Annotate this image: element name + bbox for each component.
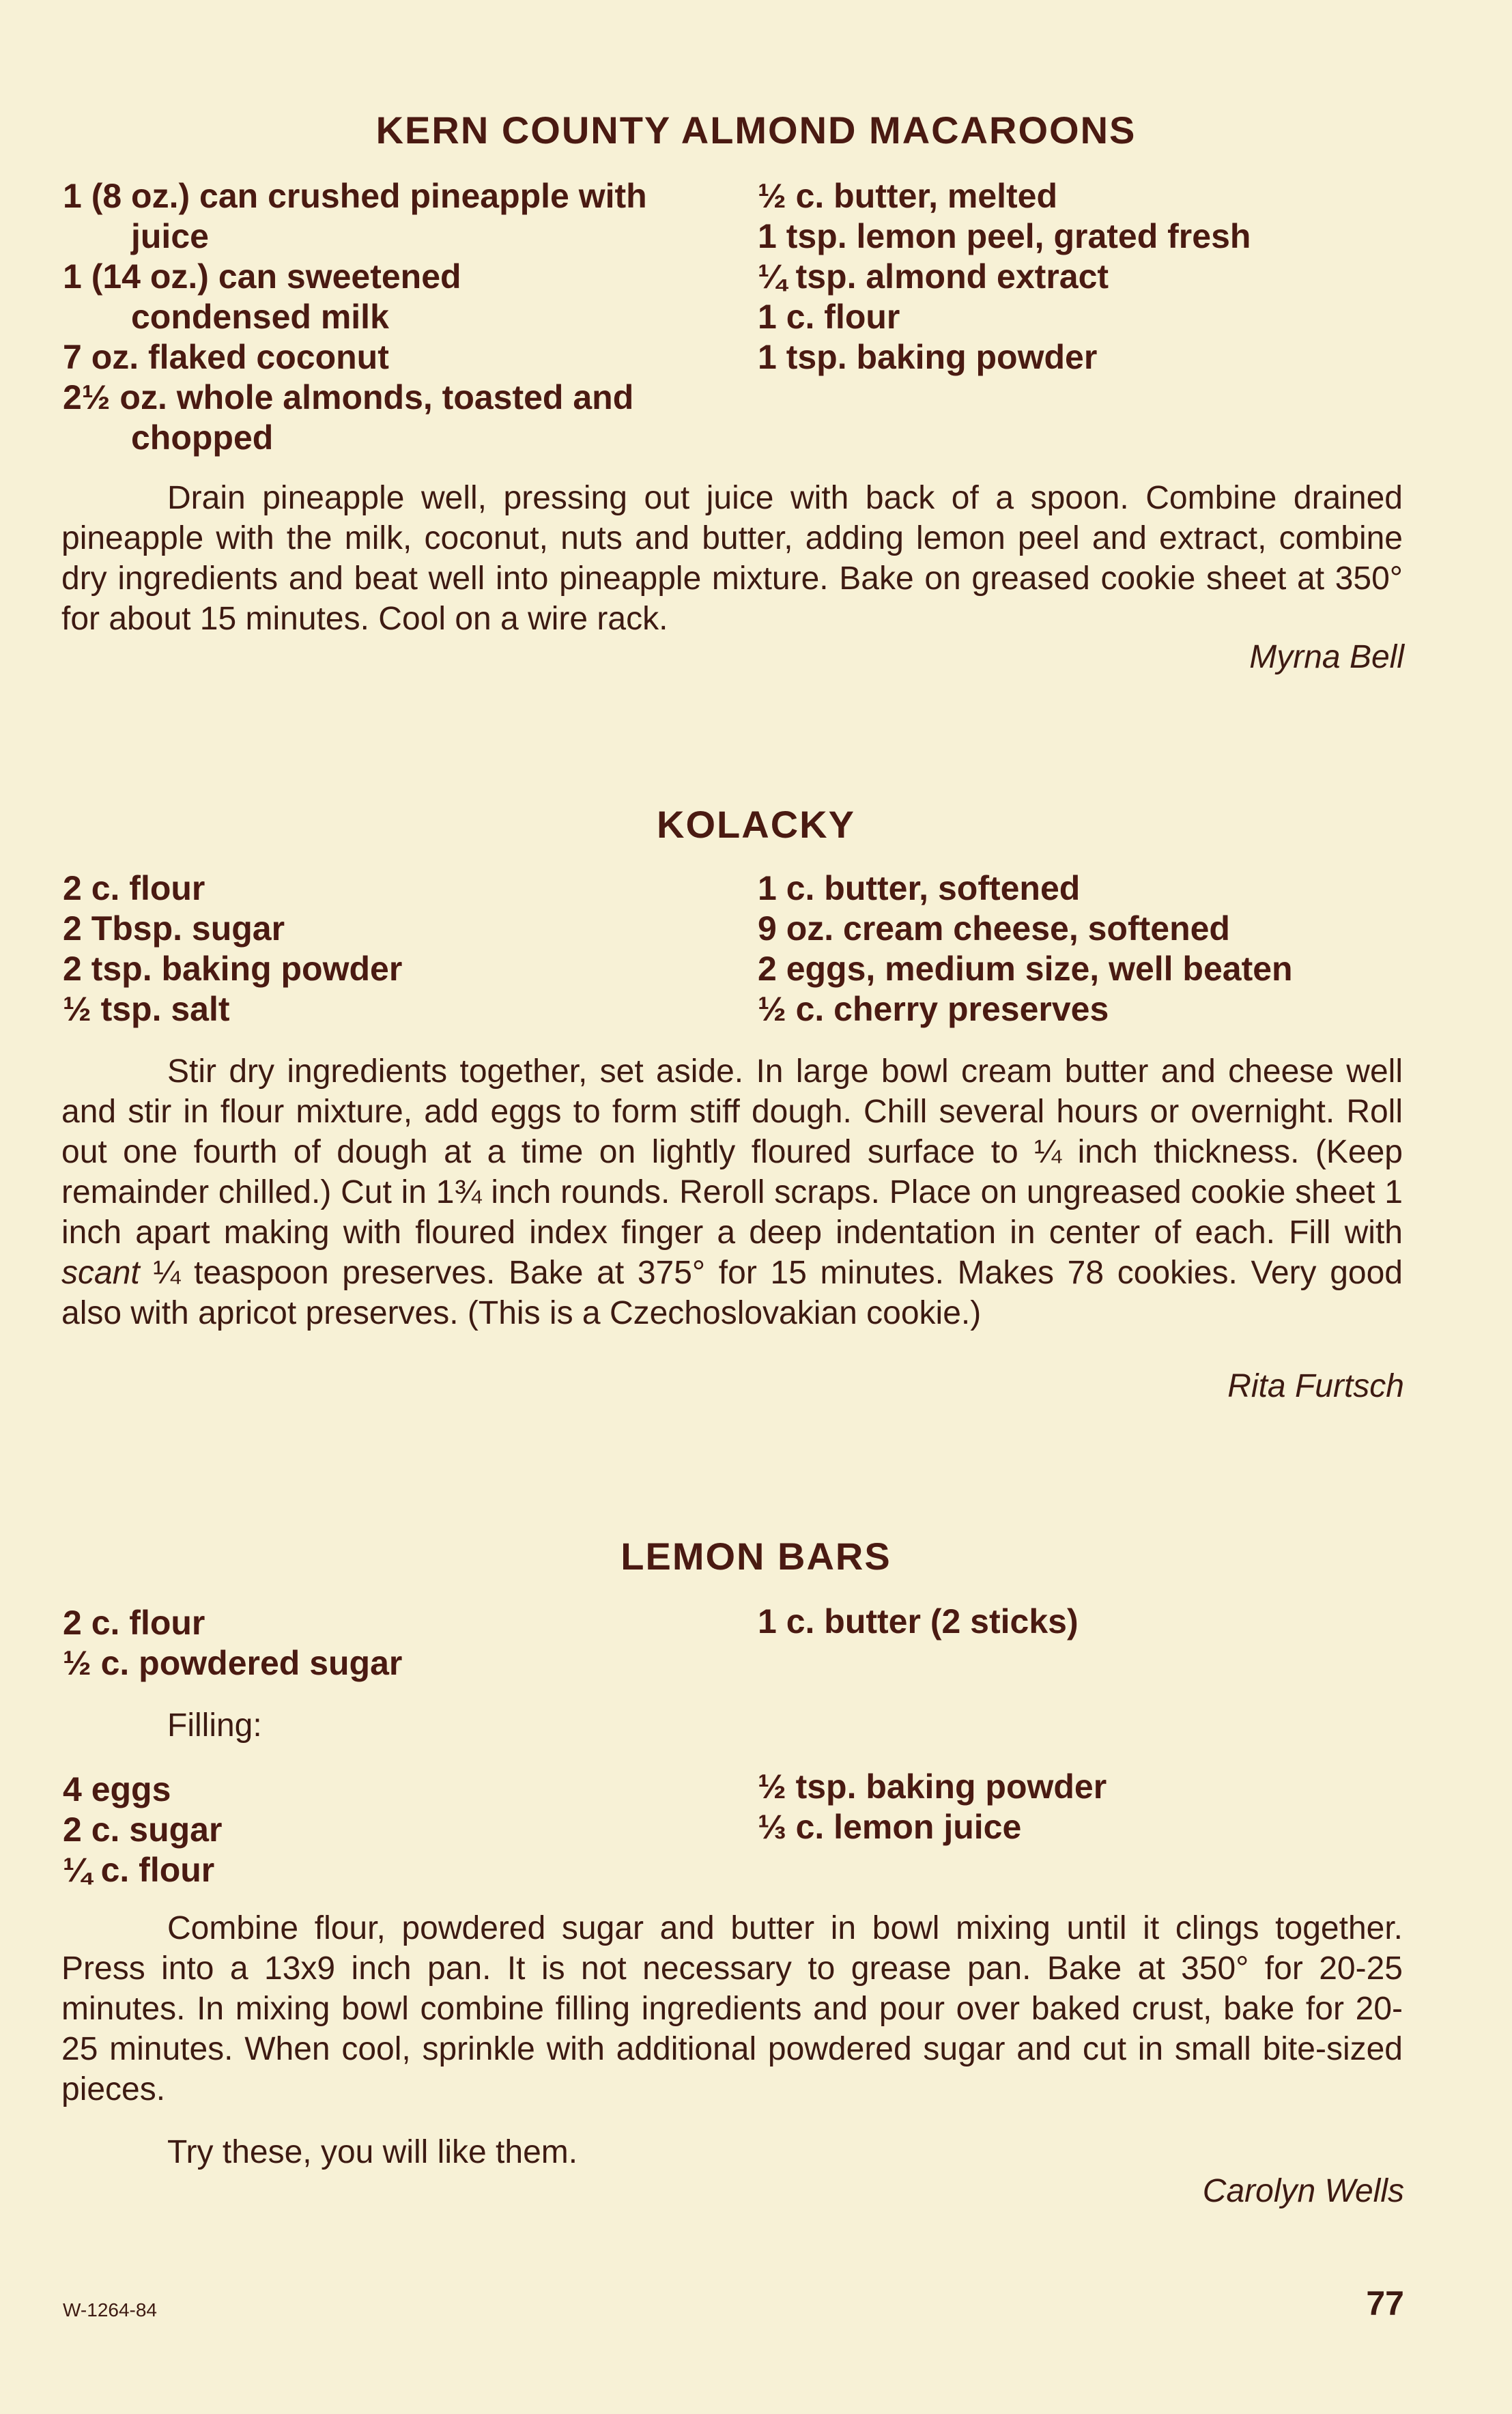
ingredient: juice — [131, 217, 209, 255]
author-kolacky: Rita Furtsch — [1227, 1368, 1404, 1404]
filling-ingredients-left — [63, 1770, 222, 1890]
ingredient: 1 tsp. baking powder — [758, 338, 1098, 376]
author-lemon-bars: Carolyn Wells — [1202, 2173, 1404, 2209]
ingredients-right-macaroons — [758, 176, 1251, 378]
ingredient: ½ c. powdered sugar — [63, 1644, 403, 1682]
directions-kolacky: Stir dry ingredients together, set aside. In large bowl cream butter and cheese well and stir in flour mixture, add eggs to form stiff dough. Chill several hours or overnight. Roll out one fourth of dough at a time on lightly floured surface to ¼ inch thickness. (Keep remainder chilled.) Cut in 1¾ inch rounds. Reroll scraps. Place on ungreased cookie sheet 1 inch apart making with floured index finger a deep indentation in center of each. Fill with scant ¼ teaspoon preserves. Bake at 375° for 15 minutes. Makes 78 cookies. Very good also with apricot preserves. (This is a Czechoslovakian cookie.) — [61, 1053, 1403, 1331]
directions-lemon-bars: Combine flour, powdered sugar and butter in bowl mixing until it clings together. Press into a 13x9 inch pan. It is not necessary to grease pan. Bake at 350° for 20-25 minutes. In mixing bowl combine filling ingredients and pour over baked crust, bake for 20-25 minutes. When cool, sprinkle with additional powdered sugar and cut in small bite-sized pieces. — [61, 1910, 1403, 2107]
ingredient: 1 c. butter, softened — [758, 869, 1081, 907]
recipe-title-kolacky: KOLACKY — [657, 803, 855, 846]
ingredient: 2 tsp. baking powder — [63, 950, 403, 988]
ingredient: 1 tsp. lemon peel, grated fresh — [758, 217, 1251, 255]
ingredient: 1 c. butter (2 sticks) — [758, 1602, 1079, 1641]
ingredient: 9 oz. cream cheese, softened — [758, 909, 1230, 948]
ingredients-left-kolacky — [63, 868, 402, 1030]
lemon-bars-note: Try these, you will like them. — [167, 2134, 578, 2170]
ingredient: 2 c. flour — [63, 1604, 205, 1642]
ingredient: ¼ c. flour — [63, 1851, 215, 1889]
ingredient: 7 oz. flaked coconut — [63, 338, 389, 376]
ingredient: 4 eggs — [63, 1770, 171, 1808]
ingredient: chopped — [131, 418, 274, 457]
directions-macaroons: Drain pineapple well, pressing out juice with back of a spoon. Combine drained pineapple with the milk, coconut, nuts and butter, adding lemon peel and extract, combine dry ingredients and beat well into pineapple mixture. Bake on greased cookie sheet at 350° for about 15 minutes. Cool on a wire rack. — [61, 480, 1403, 637]
ingredient: ½ c. cherry preserves — [758, 990, 1109, 1028]
ingredient: 2 c. flour — [63, 869, 205, 907]
ingredient: 1 (14 oz.) can sweetened — [63, 257, 461, 296]
filling-label: Filling: — [167, 1707, 262, 1744]
ingredient: 1 (8 oz.) can crushed pineapple with — [63, 177, 647, 215]
author-macaroons: Myrna Bell — [1249, 639, 1404, 675]
ingredient: 2½ oz. whole almonds, toasted and — [63, 378, 634, 416]
ingredient: ½ c. butter, melted — [758, 177, 1058, 215]
ingredient: 2 c. sugar — [63, 1810, 223, 1849]
recipe-title-macaroons: KERN COUNTY ALMOND MACAROONS — [375, 109, 1137, 152]
ingredient: ½ tsp. salt — [63, 990, 230, 1028]
ingredient: 2 eggs, medium size, well beaten — [758, 950, 1293, 988]
crust-ingredients-left — [63, 1603, 402, 1684]
crust-ingredients-right — [758, 1602, 1079, 1642]
page-number: 77 — [1366, 2284, 1404, 2323]
ingredient: ⅓ c. lemon juice — [758, 1808, 1022, 1846]
ingredient: condensed milk — [131, 298, 389, 336]
ingredients-right-kolacky — [758, 868, 1293, 1030]
ingredient: ¼ tsp. almond extract — [758, 257, 1109, 296]
recipe-title-lemon-bars: LEMON BARS — [621, 1535, 891, 1578]
ingredient: 1 c. flour — [758, 298, 900, 336]
ingredient: 2 Tbsp. sugar — [63, 909, 285, 948]
filling-ingredients-right — [758, 1767, 1107, 1847]
ingredients-left-macaroons — [63, 176, 647, 458]
publication-code: W-1264-84 — [63, 2299, 158, 2320]
ingredient: ½ tsp. baking powder — [758, 1767, 1107, 1806]
